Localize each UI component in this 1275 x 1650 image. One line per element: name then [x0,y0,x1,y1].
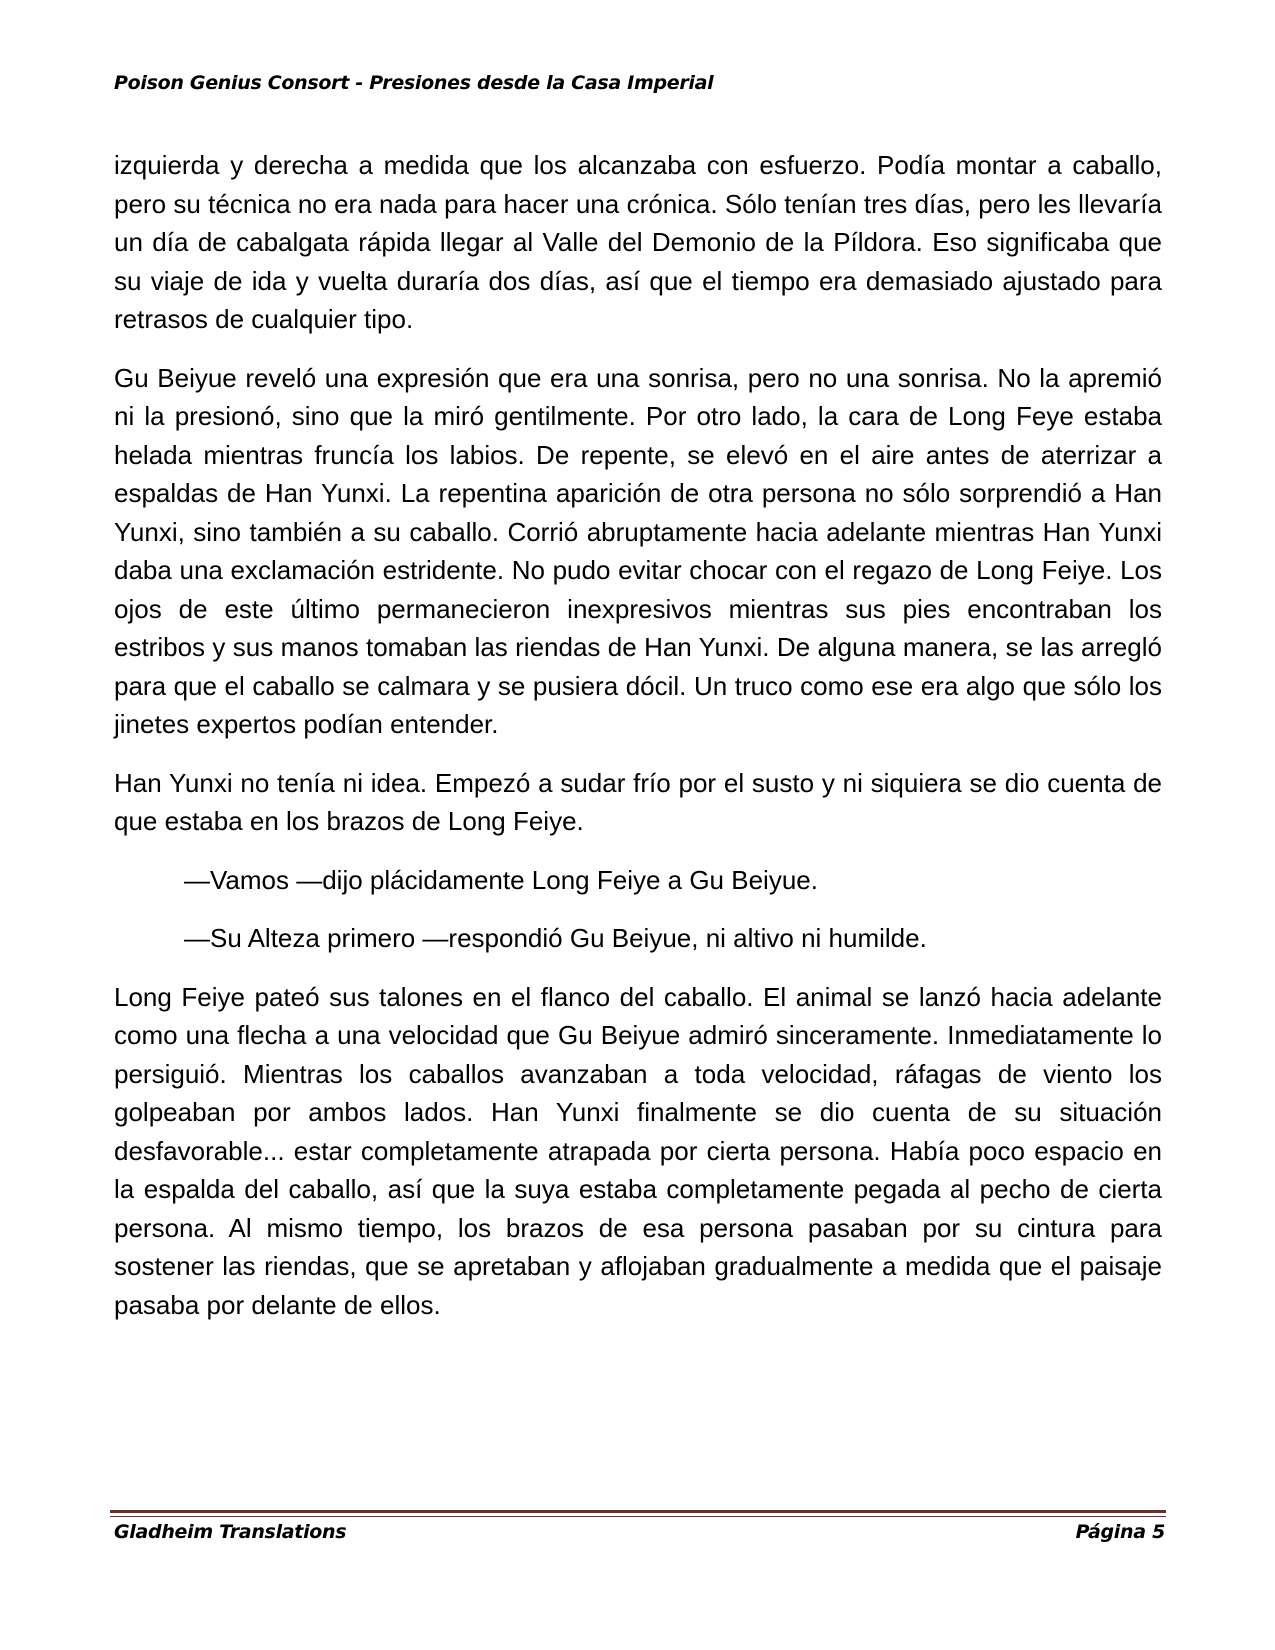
paragraph-2: Gu Beiyue reveló una expresión que era una sonrisa, pero no una sonrisa. No la apremió ni la presionó, sino que la miró gentilmente. Por otro lado, la cara de Long Feye estaba helada mientras fruncía los labios. De repente, se elevó en el aire antes de aterrizar a espaldas de Han Yunxi. La repentina aparición de otra persona no sólo sorprendió a Han Yunxi, sino también a su caballo. Corrió abruptamente hacia adelante mientras Han Yunxi daba una exclamación estridente. No pudo evitar chocar con el regazo de Long Feiye. Los ojos de este último permanecieron inexpresivos mientras sus pies encontraban los estribos y sus manos tomaban las riendas de Han Yunxi. De alguna manera, se las arregló para que el caballo se calmara y se pusiera dócil. Un truco como ese era algo que sólo los jinetes expertos podían entender. [114,362,1162,739]
dialogue-line-2: —Su Alteza primero —respondió Gu Beiyue, ni altivo ni humilde. [184,923,927,953]
footer-translator-credit: Gladheim Translations [114,1521,347,1543]
paragraph-1: izquierda y derecha a medida que los alcanzaba con esfuerzo. Podía montar a caballo, pero su técnica no era nada para hacer una crónica. Sólo tenían tres días, pero les llevaría un día de cabalgata rápida llegar al Valle del Demonio de la Píldora. Eso significaba que su viaje de ida y vuelta duraría dos días, así que el tiempo era demasiado ajustado para retrasos de cualquier tipo. [114,150,1162,334]
footer-page-number: Página 5 [1075,1521,1165,1543]
dialogue-line-1: —Vamos —dijo plácidamente Long Feiye a Gu Beiyue. [184,864,818,895]
page-header-title: Poison Genius Consort - Presiones desde la Casa Imperial [114,72,714,94]
paragraph-3: Han Yunxi no tenía ni idea. Empezó a sudar frío por el susto y ni siquiera se dio cuenta de que estaba en los brazos de Long Feiye. [114,767,1162,836]
footer-divider-thin [110,1516,1166,1517]
document-body [114,146,1162,1344]
footer-divider-thick [110,1510,1166,1513]
paragraph-4: Long Feiye pateó sus talones en el flanco del caballo. El animal se lanzó hacia adelante como una flecha a una velocidad que Gu Beiyue admiró sinceramente. Inmediatamente lo persiguió. Mientras los caballos avanzaban a toda velocidad, ráfagas de viento los golpeaban por ambos lados. Han Yunxi finalmente se dio cuenta de su situación desfavorable... estar completamente atrapada por cierta persona. Había poco espacio en la espalda del caballo, así que la suya estaba completamente pegada al pecho de cierta persona. Al mismo tiempo, los brazos de esa persona pasaban por su cintura para sostener las riendas, que se apretaban y aflojaban gradualmente a medida que el paisaje pasaba por delante de ellos. [114,981,1162,1320]
